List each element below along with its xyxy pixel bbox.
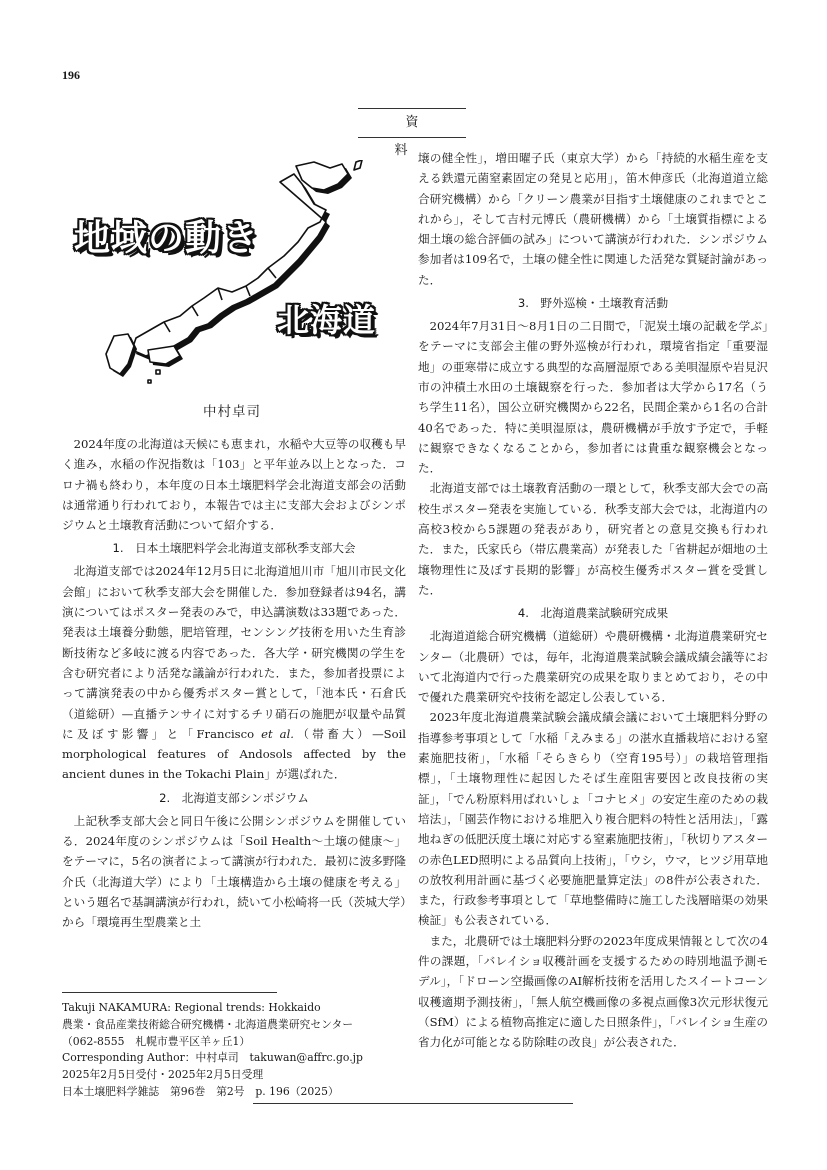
author-name: 中村卓司 xyxy=(203,404,261,420)
footnote-address: （062-8555 札幌市豊平区羊ヶ丘1） xyxy=(62,1034,251,1048)
paragraph-section-1-part-b: （帯畜大）—Soil morphological features of Andosols affected by the ancient dunes in the Tokachi Plain」が選ばれた． xyxy=(62,726,407,782)
hokkaido-map-illustration xyxy=(62,160,402,390)
footnote-citation: 日本土壌肥料学雑誌 第96巻 第2号 p. 196（2025） xyxy=(62,1084,339,1098)
banner-region: 北海道 xyxy=(277,301,377,339)
paragraph-section-2: 上記秋季支部大会と同日午後に公開シンポジウムを開催している．2024年度のシンポジウムは「Soil Health〜土壌の健康〜」をテーマに，5名の演者によって講演が行われた．最初に波多野隆介氏（北海道大学）により「土壌構造から土壌の健康を考える」という題名で基調講演が行われ，続いて小松崎将一氏（茨城大学）から「環境再生型農業と土 xyxy=(62,813,406,930)
paragraph-section-4c: また，北農研では土壌肥料分野の2023年度成果情報として次の4件の課題，「バレイショ収穫計画を支援するための時別地温予測モデル」，「ドローン空撮画像のAI解析技術を活用したスイートコーン収穫適期予測技術」，「無人航空機画像の多視点画像3次元形状復元（SfM）による植物高推定に適した日照条件」，「バレイショ生産の省力化が可能となる防除畦の改良」が公表された． xyxy=(418,933,768,1050)
heading-section-3: 3. 野外巡検・土壌教育活動 xyxy=(517,296,669,311)
footnote-english-title: Takuji NAKAMURA: Regional trends: Hokkaido xyxy=(62,1001,321,1014)
paragraph-section-4b: 2023年度北海道農業試験会議成績会議において土壌肥料分野の指導参考事項として「水稲「えみまる」の湛水直播栽培における窒素施肥技術」，「水稲「そらきらり（空育195号）」の栽培管理指標」，「土壌物理性に起因したそば生産阻害要因と改良技術の実証」，「でん粉原料用ばれいしょ「コナヒメ」の安定生産のための栽培法」，「園芸作物における堆肥入り複合肥料の特性と活用法」，「露地ねぎの低肥沃度土壌に対応する窒素施肥技術」，「秋切りアスターの赤色LED照明による品質向上技術」，「ウシ，ウマ，ヒツジ用草地の放牧利用計画に基づく必要施肥量算定法」の8件が公表された．また，行政参考事項として「草地整備時に施工した浅層暗渠の効果検証」も公表されている． xyxy=(418,710,768,928)
paragraph-section-1 xyxy=(62,561,406,784)
footnote-corresponding-author: Corresponding Author：中村卓司 takuwan@affrc.go.jp xyxy=(62,1051,363,1065)
page-number: 196 xyxy=(62,68,80,82)
section-tag: 資 料 xyxy=(358,108,466,138)
paragraph-section-3b: 北海道支部では土壌教育活動の一環として，秋季支部大会での高校生ポスター発表を実施している．秋季支部大会では，北海道内の高校3校から5課題の発表があり，研究者との意見交換も行われた．また，氏家氏ら（帯広農業高）が発表した「省耕起が畑地の土壌物理性に及ぼす長期的影響」が高校生優秀ポスター賞を受賞した． xyxy=(418,481,768,597)
paragraph-section-1-part-a: 北海道支部では2024年12月5日に北海道旭川市「旭川市民文化会館」において秋季支部大会を開催した．参加登録者は94名，講演についてはポスター発表のみで，申込講演数は33題であった．発表は土壌養分動態，肥培管理，センシング技術を用いた生育診断技術など多岐に渡る内容であった．各大学・研究機関の学生を含む研究者により活発な議論が行われた．また，参加者投票によって講演発表の中から優秀ポスター賞として，「池本氏・石倉氏（道総研）—直播テンサイに対するチリ硝石の施肥が収量や品質に及ぼす影響」と「Francisco xyxy=(62,564,406,741)
footnote xyxy=(62,1000,406,1101)
regional-banner xyxy=(62,160,402,390)
paragraph-section-3a: 2024年7月31日〜8月1日の二日間で，「泥炭土壌の記載を学ぶ」をテーマに支部会主催の野外巡検が行われ，環境省指定「重要湿地」の亜寒帯に成立する典型的な高層湿原である美唄湿原や岩見沢市の沖積土水田の土壌観察を行った．参加者は大学から17名（うち学生11名），国公立研究機関から22名，民間企業から1名の合計40名であった．特に美唄湿原は，農研機構が手放す予定で，手軽に観察できなくなることから，参加者には貴重な観察機会となった． xyxy=(418,319,768,476)
bottom-divider xyxy=(253,1103,573,1104)
heading-section-1: 1. 日本土壌肥料学会北海道支部秋季支部大会 xyxy=(112,541,356,556)
heading-section-4: 4. 北海道農業試験研究成果 xyxy=(517,606,669,621)
paragraph-section-2-continued: 壌の健全性」，増田曜子氏（東京大学）から「持続的水稲生産を支える鉄還元菌窒素固定の発見と応用」，笛木伸彦氏（北海道道立総合研究機構）から「クリーン農業が目指す土壌健康のこれまでとこれから」，そして吉村元博氏（農研機構）から「土壌質指標による畑土壌の総合評価の試み」について講演が行われた．シンポジウム参加者は109名で，土壌の健全性に関連した活発な質疑討論があった． xyxy=(418,151,768,287)
et-al: et al. xyxy=(261,726,294,741)
right-column xyxy=(418,148,768,1052)
heading-section-2: 2. 北海道支部シンポジウム xyxy=(159,790,309,805)
footnote-dates: 2025年2月5日受付・2025年2月5日受理 xyxy=(62,1068,264,1082)
intro-paragraph: 2024年度の北海道は天候にも恵まれ，水稲や大豆等の収穫も早く進み，水稲の作況指数は「103」と平年並み以上となった．コロナ禍も終わり，本年度の日本土壌肥料学会北海道支部会の活動は通常通り行われており，本報告では主に支部大会およびシンポジウムと土壌教育活動について紹介する． xyxy=(62,437,406,533)
footnote-divider xyxy=(62,992,277,993)
footnote-affiliation: 農業・食品産業技術総合研究機構・北海道農業研究センター xyxy=(62,1017,354,1031)
banner-title: 地域の動き xyxy=(74,218,260,259)
paragraph-section-4a: 北海道道総合研究機構（道総研）や農研機構・北海道農業研究センター（北農研）では，毎年，北海道農業試験会議成績会議等において北海道内で行った農業研究の成果を取りまとめており，その中で優れた農業研究や技術を認定し公表している． xyxy=(418,629,768,705)
left-column xyxy=(62,434,406,933)
